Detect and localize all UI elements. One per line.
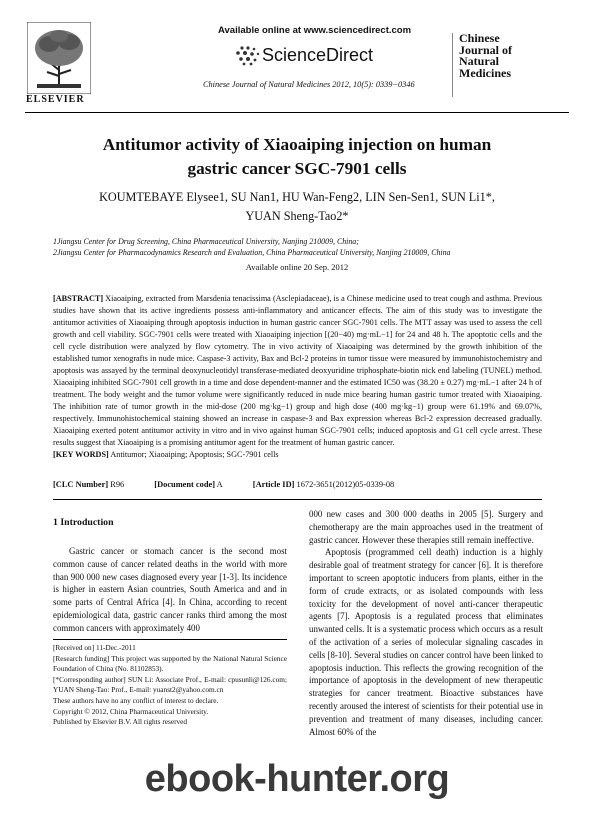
footnote-corresponding: [*Corresponding author] SUN Li: Associate Prof., E-mail: cpusunli@126.com; YUAN Sheng-Tao: Prof., E-mail: yuanst2@yahoo.com.cn bbox=[53, 674, 287, 695]
journal-title-line: Medicines bbox=[459, 65, 511, 80]
keywords-label: [KEY WORDS] bbox=[53, 450, 109, 459]
clc-number bbox=[53, 480, 138, 489]
abstract-divider bbox=[53, 499, 542, 500]
journal-citation: Chinese Journal of Natural Medicines 2012, 10(5): 0339−0346 bbox=[203, 80, 415, 89]
intro-paragraph: Gastric cancer or stomach cancer is the second most common cause of cancer related deaths in the world with more than 900 000 new cases diagnosed every year [1-3]. Its incidence is higher in eastern Asian countries, South America and and in some parts of Central Africa [4]. In China, according to recent epidemiological data, gastric cancer ranks third among the most common cancers with approximately 400 bbox=[53, 546, 287, 633]
journal-title-line: Chinese bbox=[459, 31, 500, 45]
right-column bbox=[309, 508, 543, 738]
footnote-received: [Received on] 11-Dec.-2011 bbox=[53, 643, 136, 652]
classification-line bbox=[53, 480, 542, 489]
footnote-divider bbox=[53, 639, 287, 640]
id-value: 1672-3651(2012)05-0339-08 bbox=[294, 480, 395, 489]
footnote-copyright: Copyright © 2012, China Pharmaceutical University. bbox=[53, 706, 209, 716]
journal-title-box bbox=[452, 33, 545, 97]
watermark: ebook-hunter.org bbox=[144, 758, 450, 800]
footnote-funding: [Research funding] This project was supported by the National Natural Science Foundation of China (No. 81102853). bbox=[53, 653, 287, 674]
article-id bbox=[253, 480, 408, 489]
available-online-link[interactable]: Available online at www.sciencedirect.com bbox=[218, 25, 412, 36]
clc-value: R96 bbox=[108, 480, 125, 489]
footnote-conflict: These authors have no any conflict of interest to declare. bbox=[53, 695, 219, 705]
available-online-date: Available online 20 Sep. 2012 bbox=[245, 262, 349, 272]
sciencedirect-icon bbox=[228, 45, 262, 67]
header-divider bbox=[25, 112, 569, 113]
sciencedirect-wordmark: ScienceDirect bbox=[262, 45, 374, 65]
id-label: [Article ID] bbox=[252, 480, 295, 489]
journal-title-line: Journal of bbox=[459, 42, 513, 57]
title-line: gastric cancer SGC-7901 cells bbox=[187, 159, 407, 178]
doc-value: A bbox=[215, 480, 223, 489]
abstract-text: Xiaoaiping, extracted from Marsdenia tenacissima (Asclepiadaceae), is a Chinese medicine used to treat cough and asthma. Previous studies have shown that its active ingredients possess anti-inflammatory and anticancer effects. The aim of this study was to investigate the antitumor activities of Xiaoaiping through apoptosis induction in human gastric cancer SGC-7901 cells. The MTT assay was used to assess the cell growth and cell viability. SGC-7901 cells were treated with Xiaoaiping injection [(20−40) mg·mL−1] for 24 and 48 h. The apoptotic cells and the cell cycle distribution were analyzed by flow cytometry. The in vivo activity of Xiaoaiping was determined by the growth inhibition of the established tumor xenografts in nude mice. Caspase-3 activity, Bax and Bcl-2 proteins in tumor tissue were measured by immunohistochemistry and apoptosis was assayed by the terminal deoxynucleotidyl transferase-mediated deoxyuridine triphosphate-biotin nick end labeling (TUNEL) method. Xiaoaiping inhibited SGC-7901 cell growth in a time and dose dependent-manner and the estimated IC50 was (38.20 ± 0.27) mg·mL−1 after 24 h of treatment. The body weight and the tumor volume were significantly reduced in nude mice bearing human gastric tumor treated with Xiaoaiping. The inhibition rate of tumor growth in the mid-dose (200 mg·kg−1) group and high dose (400 mg·kg−1) group were 61.19% and 69.07%, respectively. Immunohistochemical staining showed an increase in caspase-3 and Bax expression whereas Bcl-2 expression decreased gradually. Xiaoaiping exerted potent antitumor activity in vitro and in vivo against human SGC-7901 cells; induced apoptosis and G1 cell cycle arrest. These results suggest that Xiaoaiping is a promising antitumor agent for the treatment of human gastric cancer. bbox=[53, 294, 542, 447]
doc-label: [Document code] bbox=[154, 480, 215, 489]
affiliation: 2Jiangsu Center for Pharmacodynamics Research and Evaluation, China Pharmaceutical University, Nanjing 210009, China bbox=[53, 248, 451, 257]
title-line: Antitumor activity of Xiaoaiping injection on human bbox=[102, 135, 492, 154]
keywords-text: Antitumor; Xiaoaiping; Apoptosis; SGC-7901 cells bbox=[108, 450, 279, 459]
intro-paragraph: Apoptosis (programmed cell death) induction is a highly desirable goal of treatment strategy for cancer [6]. It is therefore important to screen apoptotic inducers from plants, either in the form of crude extracts, or as isolated compounds with less toxicity for the development of novel anti-cancer therapeutic agents [7]. Apoptosis is a regulated process that eliminates unwanted cells. It is a systematic process which occurs as a result of the activation of a series of molecular signaling cascades in cells [8-10]. Several studies on cancer control have been linked to apoptosis induction. This reflects the growing recognition of the importance of apoptosis in the development of new therapeutic strategies for cancer treatment. Bioactive substances have recently aroused the interest of scientists for their potential use in prevention and treatment of many diseases, including cancer. Almost 60% of the bbox=[309, 547, 543, 737]
publisher-name: ELSEVIER bbox=[26, 94, 85, 105]
abstract bbox=[53, 293, 542, 461]
article-title bbox=[60, 133, 534, 181]
footnotes bbox=[53, 643, 287, 728]
section-heading-introduction: 1 Introduction bbox=[53, 517, 114, 528]
clc-label: [CLC Number] bbox=[53, 480, 109, 489]
document-code bbox=[154, 480, 236, 489]
journal-title-line: Natural bbox=[459, 54, 499, 68]
authors-line: YUAN Sheng-Tao2* bbox=[245, 209, 349, 223]
intro-paragraph: 000 new cases and 300 000 deaths in 2005 [5]. Surgery and chemotherapy are the main approaches used in the treatment of gastric cancer. However these therapies still remain ineffective. bbox=[309, 509, 543, 545]
left-column bbox=[53, 545, 287, 635]
affiliation: 1Jiangsu Center for Drug Screening, China Pharmaceutical University, Nanjing 210009, China; bbox=[53, 237, 359, 246]
authors-line: KOUMTEBAYE Elysee1, SU Nan1, HU Wan-Feng2, LIN Sen-Sen1, SUN Li1*, bbox=[99, 190, 495, 204]
author-list bbox=[58, 188, 536, 226]
footnote-published: Published by Elsevier B.V. All rights reserved bbox=[53, 717, 188, 727]
abstract-label: [ABSTRACT] bbox=[53, 294, 104, 303]
affiliations bbox=[53, 236, 553, 258]
elsevier-tree-logo bbox=[27, 22, 91, 94]
